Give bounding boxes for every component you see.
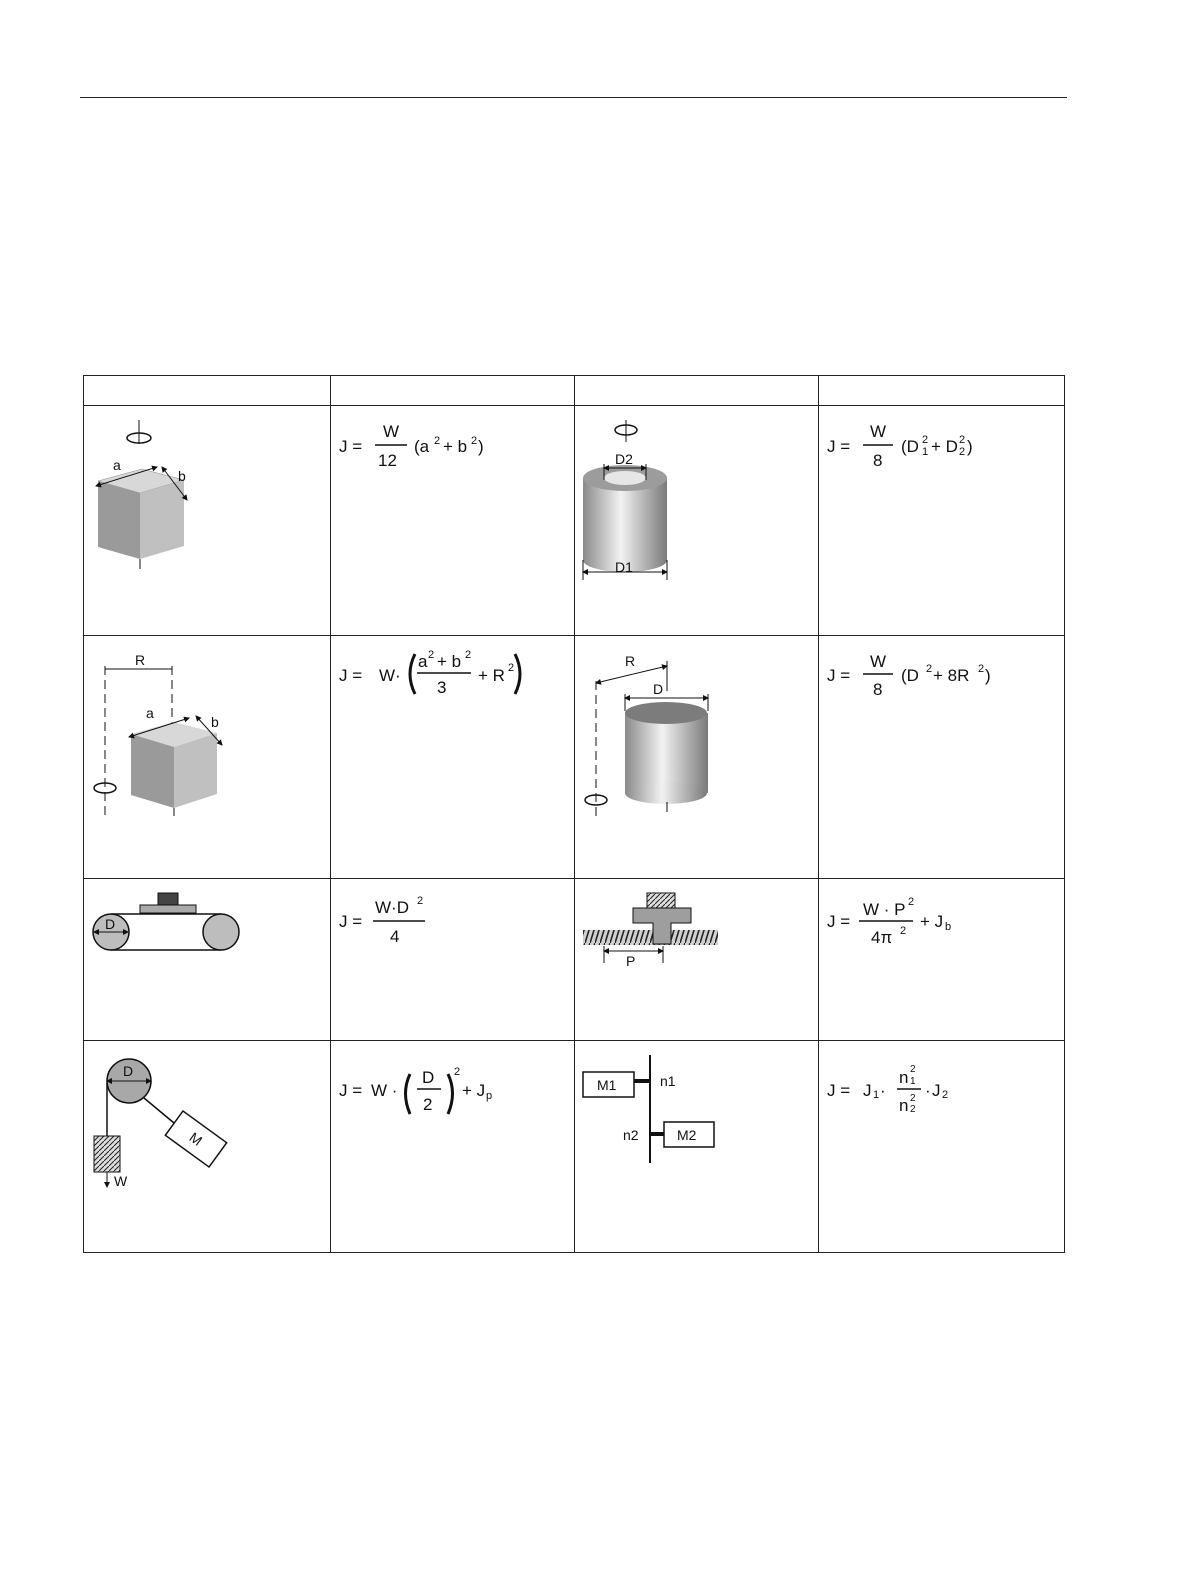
formula-term: (a bbox=[414, 437, 430, 456]
formula-denominator: 8 bbox=[873, 451, 883, 470]
formula-numerator: a bbox=[418, 652, 428, 671]
formula-term: (D bbox=[901, 437, 919, 456]
formula-denominator: 4π bbox=[871, 928, 893, 947]
formula-term: ) bbox=[967, 437, 973, 456]
dimension-label: D bbox=[123, 1063, 134, 1079]
formula-exponent: 2 bbox=[926, 663, 933, 675]
figure-cell bbox=[84, 406, 331, 636]
figure-cell bbox=[84, 636, 331, 879]
formula-lhs: J = bbox=[827, 1081, 851, 1100]
formula-denominator: 2 bbox=[423, 1095, 433, 1114]
formula-denominator: 3 bbox=[437, 678, 447, 697]
column-header bbox=[819, 376, 1065, 406]
gear-label: M2 bbox=[677, 1127, 697, 1143]
formula-subscript: 1 bbox=[922, 446, 929, 458]
formula-lhs: J = bbox=[339, 912, 363, 931]
formula-exponent: 2 bbox=[454, 1066, 461, 1078]
formula-exponent: 2 bbox=[978, 663, 985, 675]
formula-lhs: J = bbox=[827, 666, 851, 685]
dimension-label: D2 bbox=[615, 451, 633, 467]
formula-lhs: J = bbox=[339, 437, 363, 456]
formula bbox=[819, 1041, 1064, 1251]
formula-term: J bbox=[863, 1081, 872, 1100]
formula-exponent: 2 bbox=[908, 896, 915, 908]
formula-term: + D bbox=[931, 437, 958, 456]
formula-lhs: J = bbox=[339, 1081, 363, 1100]
formula-cell bbox=[819, 636, 1065, 879]
moment-of-inertia-table bbox=[83, 375, 1065, 1253]
formula-subscript: 2 bbox=[959, 446, 966, 458]
formula-denominator: 12 bbox=[378, 451, 397, 470]
formula-exponent: 2 bbox=[465, 649, 472, 661]
formula-exponent: 2 bbox=[508, 662, 515, 674]
formula bbox=[331, 636, 574, 877]
table-row bbox=[84, 636, 1065, 879]
formula-numerator: W bbox=[870, 652, 887, 671]
hollow-cylinder-figure bbox=[575, 406, 818, 634]
formula-lhs: J = bbox=[827, 912, 851, 931]
formula-term: · bbox=[880, 1081, 886, 1100]
formula-numerator: D bbox=[422, 1068, 435, 1087]
gear-label: M1 bbox=[597, 1077, 617, 1093]
formula-term: + b bbox=[443, 437, 468, 456]
pulley-hoist-figure bbox=[84, 1041, 330, 1251]
formula-exponent: 2 bbox=[428, 649, 435, 661]
formula-cell bbox=[331, 879, 575, 1041]
block-offset-axis-figure bbox=[84, 636, 330, 877]
figure-cell bbox=[84, 1041, 331, 1253]
formula-exponent: 2 bbox=[900, 925, 907, 937]
dimension-label: b bbox=[211, 714, 219, 730]
dimension-label: R bbox=[625, 653, 636, 669]
formula-term: ) bbox=[985, 666, 991, 685]
formula-subscript: 2 bbox=[910, 1104, 916, 1115]
table-header-row bbox=[84, 376, 1065, 406]
table-row bbox=[84, 1041, 1065, 1253]
formula-subscript: p bbox=[486, 1090, 493, 1102]
conveyor-belt-figure bbox=[84, 879, 330, 1039]
table-row bbox=[84, 879, 1065, 1041]
formula bbox=[331, 1041, 574, 1251]
formula-term: + b bbox=[437, 652, 462, 671]
formula-cell bbox=[331, 406, 575, 636]
formula bbox=[819, 879, 1064, 1039]
dimension-label: D1 bbox=[615, 559, 633, 575]
formula-subscript: 2 bbox=[942, 1089, 949, 1101]
dimension-label: a bbox=[113, 457, 121, 473]
formula-cell bbox=[331, 1041, 575, 1253]
formula-subscript: b bbox=[945, 921, 952, 933]
dimension-label: D bbox=[105, 916, 116, 932]
formula-exponent: 2 bbox=[910, 1093, 916, 1104]
figure-cell bbox=[575, 406, 819, 636]
figure-cell bbox=[575, 1041, 819, 1253]
formula-subscript: 1 bbox=[873, 1089, 880, 1101]
gear-label: n2 bbox=[623, 1127, 639, 1143]
formula-subscript: 1 bbox=[910, 1076, 916, 1087]
formula-cell bbox=[819, 1041, 1065, 1253]
figure-cell bbox=[575, 636, 819, 879]
formula-cell bbox=[331, 636, 575, 879]
formula-exponent: 2 bbox=[434, 435, 441, 447]
formula-term: · bbox=[925, 1081, 931, 1100]
formula-numerator: W·D bbox=[375, 898, 409, 917]
cylinder-offset-axis-figure bbox=[575, 636, 818, 877]
column-header bbox=[84, 376, 331, 406]
dimension-label: R bbox=[135, 652, 146, 668]
formula-numerator: W · P bbox=[863, 900, 906, 919]
formula-lhs: J = bbox=[339, 666, 363, 685]
gear-train-figure bbox=[575, 1041, 818, 1251]
formula-term: J bbox=[932, 1081, 941, 1100]
formula-term: + 8R bbox=[933, 666, 970, 685]
figure-cell bbox=[575, 879, 819, 1041]
formula-cell bbox=[819, 406, 1065, 636]
weight-label: W bbox=[114, 1173, 128, 1189]
formula bbox=[819, 406, 1064, 634]
formula-numerator: n bbox=[899, 1068, 909, 1087]
gear-label: n1 bbox=[660, 1073, 676, 1089]
formula-exponent: 2 bbox=[910, 1064, 916, 1075]
dimension-label: D bbox=[653, 681, 664, 697]
column-header bbox=[331, 376, 575, 406]
formula-term: (D bbox=[901, 666, 919, 685]
formula-term: + R bbox=[478, 666, 505, 685]
motor-label: M bbox=[186, 1129, 206, 1149]
header-rule bbox=[80, 97, 1067, 98]
figure-cell bbox=[84, 879, 331, 1041]
formula-term: W · bbox=[371, 1081, 398, 1100]
formula-denominator: 8 bbox=[873, 680, 883, 699]
formula-denominator: n bbox=[899, 1096, 909, 1115]
dimension-label: P bbox=[626, 953, 636, 969]
formula-cell bbox=[819, 879, 1065, 1041]
dimension-label: b bbox=[178, 468, 186, 484]
formula-exponent: 2 bbox=[959, 434, 966, 446]
formula-lhs: J = bbox=[827, 437, 851, 456]
formula-numerator: W bbox=[383, 422, 400, 441]
formula-exponent: 2 bbox=[417, 895, 424, 907]
formula bbox=[331, 879, 574, 1039]
formula-denominator: 4 bbox=[390, 927, 400, 946]
formula-exponent: 2 bbox=[922, 434, 929, 446]
column-header bbox=[575, 376, 819, 406]
formula-numerator: W bbox=[870, 422, 887, 441]
rectangular-block-figure bbox=[84, 406, 330, 634]
ball-screw-figure bbox=[575, 879, 818, 1039]
dimension-label: a bbox=[146, 705, 154, 721]
formula-exponent: 2 bbox=[471, 435, 478, 447]
table-row bbox=[84, 406, 1065, 636]
formula-term: + J bbox=[920, 912, 944, 931]
formula bbox=[331, 406, 574, 634]
formula-term: ) bbox=[478, 437, 484, 456]
formula bbox=[819, 636, 1064, 877]
formula-term: + J bbox=[462, 1081, 486, 1100]
formula-term: W· bbox=[379, 666, 401, 685]
